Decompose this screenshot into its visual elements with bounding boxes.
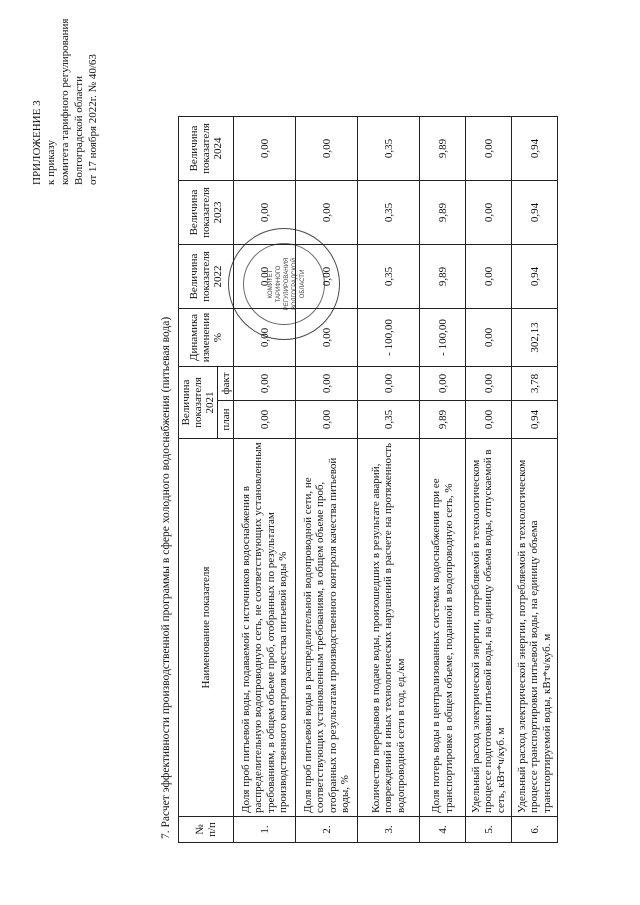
row-2024: 9,89 — [420, 117, 466, 181]
row-2022: 0,00 — [234, 245, 296, 309]
row-2024: 0,35 — [358, 117, 420, 181]
seal-line: КОМИТЕТ — [268, 269, 274, 299]
seal-line: РЕГУЛИРОВАНИЯ — [284, 257, 290, 311]
row-2024: 0,00 — [466, 117, 512, 181]
header-dynamic: Динамика изменения % — [179, 309, 234, 367]
row-2024: 0,94 — [512, 117, 558, 181]
row-name: Доля потерь воды в централизованных системах водоснабжения при ее транспортировке в общем объеме, поданной в водопроводную сеть, % — [420, 439, 466, 817]
row-2023: 0,94 — [512, 181, 558, 245]
order-label: к приказу — [45, 139, 57, 185]
approval-block — [30, 0, 100, 255]
row-name: Количество перерывов в подаче воды, произошедших в результате аварий, повреждений и иных технологических нарушений в расчете на протяженность водопроводной сети в год, ед./км — [358, 439, 420, 817]
table-row — [234, 117, 296, 843]
header-num: № п/п — [179, 817, 234, 843]
row-2024: 0,00 — [296, 117, 358, 181]
row-dynamic: 0,00 — [296, 309, 358, 367]
table-row — [512, 117, 558, 843]
row-name: Доля проб питьевой воды, подаваемой с источников водоснабжения в распределительную водопроводную сеть, не соответствующих установленным требованиям, в общем объеме проб, отобранных по результатам производственного контроля качества питьевой воды % — [234, 439, 296, 817]
row-2023: 0,00 — [234, 181, 296, 245]
row-fact: 0,00 — [466, 367, 512, 401]
header-value-2024: Величина показателя 2024 — [179, 117, 234, 181]
row-fact: 0,00 — [420, 367, 466, 401]
header-name: Наименование показателя — [179, 439, 234, 817]
row-2023: 0,00 — [466, 181, 512, 245]
order-date-number: от 17 ноября 2022г. № 40/63 — [87, 54, 99, 185]
seal-line: ТАРИФНОГО — [276, 265, 282, 303]
row-plan: 0,00 — [466, 401, 512, 439]
row-fact: 0,00 — [296, 367, 358, 401]
row-plan: 0,35 — [358, 401, 420, 439]
row-2023: 0,00 — [296, 181, 358, 245]
row-fact: 0,00 — [358, 367, 420, 401]
row-2023: 0,35 — [358, 181, 420, 245]
row-num: 4. — [420, 817, 466, 843]
row-2023: 9,89 — [420, 181, 466, 245]
row-plan: 9,89 — [420, 401, 466, 439]
row-num: 5. — [466, 817, 512, 843]
appendix-label: ПРИЛОЖЕНИЕ 3 — [31, 100, 43, 185]
row-num: 3. — [358, 817, 420, 843]
row-name: Удельный расход электрической энергии, потребляемой в технологическом процессе транспортировки питьевой воды, на единицу объема транспортируемой воды, кВт*ч/куб. м — [512, 439, 558, 817]
row-num: 1. — [234, 817, 296, 843]
table-row — [358, 117, 420, 843]
row-dynamic: 302,13 — [512, 309, 558, 367]
row-plan: 0,94 — [512, 401, 558, 439]
table-row — [466, 117, 512, 843]
row-dynamic: 0,00 — [234, 309, 296, 367]
row-num: 6. — [512, 817, 558, 843]
seal-line: ОБЛАСТИ — [300, 269, 306, 299]
header-value-2021: Величина показателя 2021 — [179, 367, 218, 439]
committee-label: комитета тарифного регулирования — [59, 18, 71, 185]
row-2024: 0,00 — [234, 117, 296, 181]
row-2022: 0,00 — [296, 245, 358, 309]
row-name: Удельный расход электрической энергии, потребляемой в технологическом процессе подготовки питьевой воды, на единицу объема воды, отпускаемой в сеть, кВт*ч/куб. м — [466, 439, 512, 817]
row-2022: 0,94 — [512, 245, 558, 309]
row-dynamic: - 100,00 — [420, 309, 466, 367]
row-dynamic: - 100,00 — [358, 309, 420, 367]
header-fact: факт — [218, 367, 234, 401]
row-2022: 0,35 — [358, 245, 420, 309]
row-name: Доля проб питьевой воды в распределительной водопроводной сети, не соответствующих установленным требованиям, в общем объеме проб, отобранных по результатам производственного контроля качества питьевой воды, % — [296, 439, 358, 817]
header-row — [179, 117, 218, 843]
row-plan: 0,00 — [296, 401, 358, 439]
header-value-2023: Величина показателя 2023 — [179, 181, 234, 245]
row-2022: 0,00 — [466, 245, 512, 309]
region-label: Волгоградской области — [73, 76, 85, 185]
header-value-2022: Величина показателя 2022 — [179, 245, 234, 309]
row-dynamic: 0,00 — [466, 309, 512, 367]
row-num: 2. — [296, 817, 358, 843]
header-plan: план — [218, 401, 234, 439]
seal-line: ВОЛГОГРАДСКОЙ — [292, 258, 298, 310]
efficiency-table — [178, 116, 558, 843]
section-heading: 7. Расчет эффективности производственной программы в сфере холодного водоснабжения (питьевая вода) — [160, 316, 172, 839]
table-row — [420, 117, 466, 843]
table-row — [296, 117, 358, 843]
row-plan: 0,00 — [234, 401, 296, 439]
row-fact: 0,00 — [234, 367, 296, 401]
row-2022: 9,89 — [420, 245, 466, 309]
row-fact: 3,78 — [512, 367, 558, 401]
